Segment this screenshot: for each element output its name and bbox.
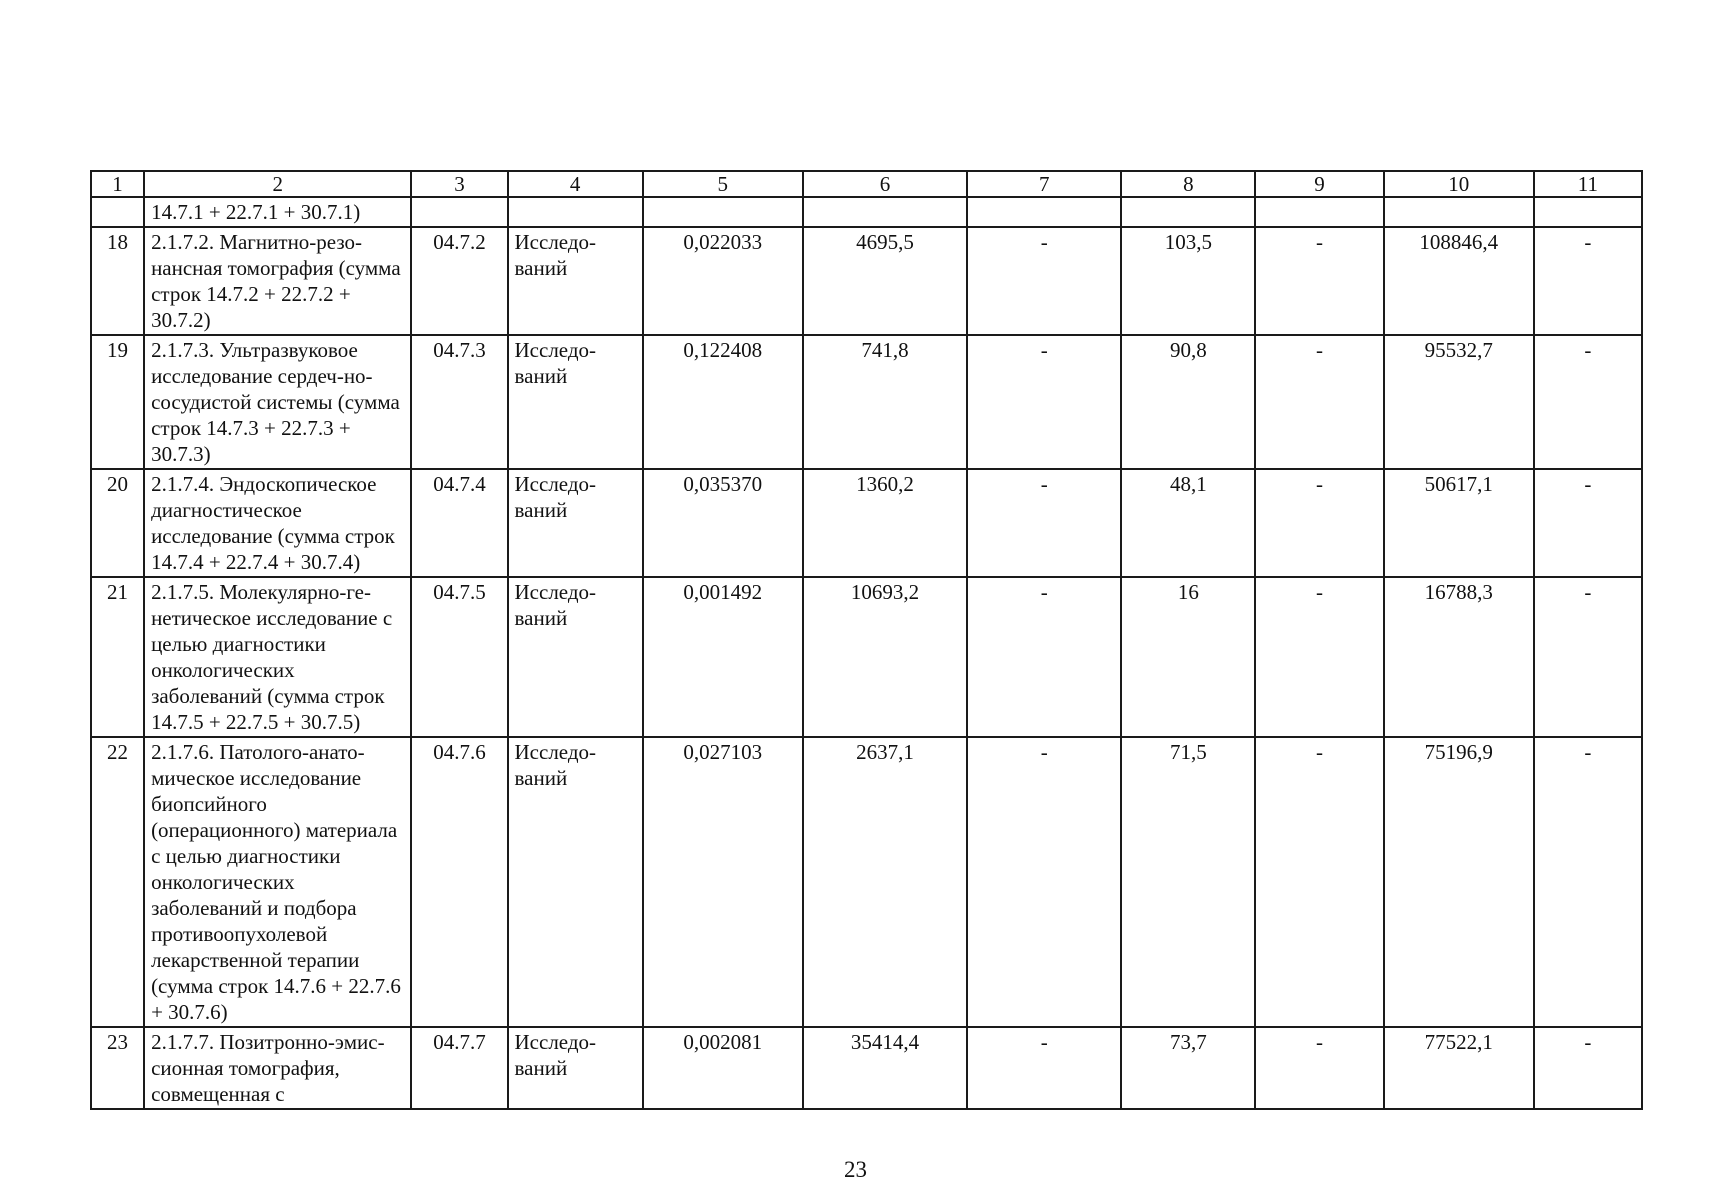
table-row	[91, 335, 1642, 469]
column-header: 7	[967, 171, 1121, 197]
row-value-cell: -	[1534, 737, 1642, 1027]
row-value-cell: 71,5	[1121, 737, 1255, 1027]
row-number-cell: 21	[91, 577, 144, 737]
row-value-cell	[1255, 197, 1383, 227]
row-value-cell: 0,027103	[643, 737, 803, 1027]
row-number-cell: 22	[91, 737, 144, 1027]
row-code-cell: 04.7.4	[411, 469, 507, 577]
column-header: 9	[1255, 171, 1383, 197]
column-header: 6	[803, 171, 967, 197]
row-unit-cell: Исследо-ваний	[508, 469, 643, 577]
row-number-cell: 19	[91, 335, 144, 469]
table-row	[91, 1027, 1642, 1109]
row-value-cell: 0,122408	[643, 335, 803, 469]
row-value-cell	[803, 197, 967, 227]
column-header: 11	[1534, 171, 1642, 197]
row-unit-cell: Исследо-ваний	[508, 335, 643, 469]
row-value-cell	[1384, 197, 1534, 227]
row-value-cell: 35414,4	[803, 1027, 967, 1109]
row-value-cell: -	[967, 469, 1121, 577]
row-code-cell: 04.7.6	[411, 737, 507, 1027]
row-value-cell: -	[1255, 737, 1383, 1027]
row-code-cell: 04.7.5	[411, 577, 507, 737]
row-name-cell: 2.1.7.3. Ультразвуковое исследование сердеч-но-сосудистой системы (сумма строк 14.7.3 + 22.7.3 + 30.7.3)	[144, 335, 411, 469]
row-name-cell: 2.1.7.6. Патолого-анато-мическое исследование биопсийного (операционного) материала с целью диагностики онкологических заболеваний и подбора противоопухолевой лекарственной терапии (сумма строк 14.7.6 + 22.7.6 + 30.7.6)	[144, 737, 411, 1027]
row-value-cell: -	[967, 737, 1121, 1027]
row-value-cell: -	[967, 577, 1121, 737]
row-code-cell	[411, 197, 507, 227]
row-name-cell: 2.1.7.7. Позитронно-эмис-сионная томография, совмещенная с	[144, 1027, 411, 1109]
table-row	[91, 227, 1642, 335]
row-name-cell: 14.7.1 + 22.7.1 + 30.7.1)	[144, 197, 411, 227]
row-unit-cell	[508, 197, 643, 227]
row-value-cell: 16788,3	[1384, 577, 1534, 737]
row-value-cell: -	[1534, 469, 1642, 577]
row-value-cell: 90,8	[1121, 335, 1255, 469]
row-value-cell: -	[1534, 227, 1642, 335]
row-value-cell: 108846,4	[1384, 227, 1534, 335]
row-code-cell: 04.7.7	[411, 1027, 507, 1109]
column-header: 10	[1384, 171, 1534, 197]
row-value-cell: 77522,1	[1384, 1027, 1534, 1109]
data-table	[90, 170, 1643, 1110]
row-unit-cell: Исследо-ваний	[508, 577, 643, 737]
row-unit-cell: Исследо-ваний	[508, 737, 643, 1027]
row-name-cell: 2.1.7.4. Эндоскопическое диагностическое исследование (сумма строк 14.7.4 + 22.7.4 + 30.7.4)	[144, 469, 411, 577]
row-value-cell: 103,5	[1121, 227, 1255, 335]
row-value-cell: -	[1255, 577, 1383, 737]
row-unit-cell: Исследо-ваний	[508, 227, 643, 335]
row-code-cell: 04.7.2	[411, 227, 507, 335]
row-number-cell: 23	[91, 1027, 144, 1109]
row-value-cell: 0,022033	[643, 227, 803, 335]
row-value-cell: 75196,9	[1384, 737, 1534, 1027]
table-row	[91, 197, 1642, 227]
page-number: 23	[844, 1157, 867, 1182]
row-value-cell: 73,7	[1121, 1027, 1255, 1109]
row-value-cell: -	[967, 1027, 1121, 1109]
row-value-cell: 16	[1121, 577, 1255, 737]
row-value-cell: -	[1534, 577, 1642, 737]
row-value-cell: 2637,1	[803, 737, 967, 1027]
row-value-cell	[643, 197, 803, 227]
row-value-cell	[1534, 197, 1642, 227]
row-value-cell: 95532,7	[1384, 335, 1534, 469]
header-row	[91, 171, 1642, 197]
row-value-cell: 741,8	[803, 335, 967, 469]
row-value-cell: 4695,5	[803, 227, 967, 335]
row-value-cell: -	[967, 335, 1121, 469]
table-row	[91, 737, 1642, 1027]
row-value-cell: -	[1255, 227, 1383, 335]
row-value-cell: -	[1255, 469, 1383, 577]
row-name-cell: 2.1.7.2. Магнитно-резо-нансная томография (сумма строк 14.7.2 + 22.7.2 + 30.7.2)	[144, 227, 411, 335]
column-header: 5	[643, 171, 803, 197]
row-value-cell: 1360,2	[803, 469, 967, 577]
row-value-cell: 0,002081	[643, 1027, 803, 1109]
row-value-cell: -	[1534, 335, 1642, 469]
row-number-cell: 20	[91, 469, 144, 577]
row-value-cell: -	[967, 227, 1121, 335]
row-value-cell: -	[1255, 335, 1383, 469]
row-value-cell: 50617,1	[1384, 469, 1534, 577]
table-row	[91, 577, 1642, 737]
row-value-cell: 0,001492	[643, 577, 803, 737]
row-code-cell: 04.7.3	[411, 335, 507, 469]
row-value-cell: 0,035370	[643, 469, 803, 577]
row-value-cell: 10693,2	[803, 577, 967, 737]
table-row	[91, 469, 1642, 577]
row-name-cell: 2.1.7.5. Молекулярно-ге-нетическое исследование с целью диагностики онкологических заболеваний (сумма строк 14.7.5 + 22.7.5 + 30.7.5)	[144, 577, 411, 737]
row-unit-cell: Исследо-ваний	[508, 1027, 643, 1109]
row-value-cell: -	[1534, 1027, 1642, 1109]
column-header: 1	[91, 171, 144, 197]
column-header: 3	[411, 171, 507, 197]
column-header: 2	[144, 171, 411, 197]
table-body	[91, 197, 1642, 1109]
row-value-cell	[1121, 197, 1255, 227]
row-number-cell	[91, 197, 144, 227]
data-table-container	[90, 170, 1643, 1110]
row-number-cell: 18	[91, 227, 144, 335]
column-header: 8	[1121, 171, 1255, 197]
row-value-cell: -	[1255, 1027, 1383, 1109]
column-header: 4	[508, 171, 643, 197]
row-value-cell: 48,1	[1121, 469, 1255, 577]
row-value-cell	[967, 197, 1121, 227]
